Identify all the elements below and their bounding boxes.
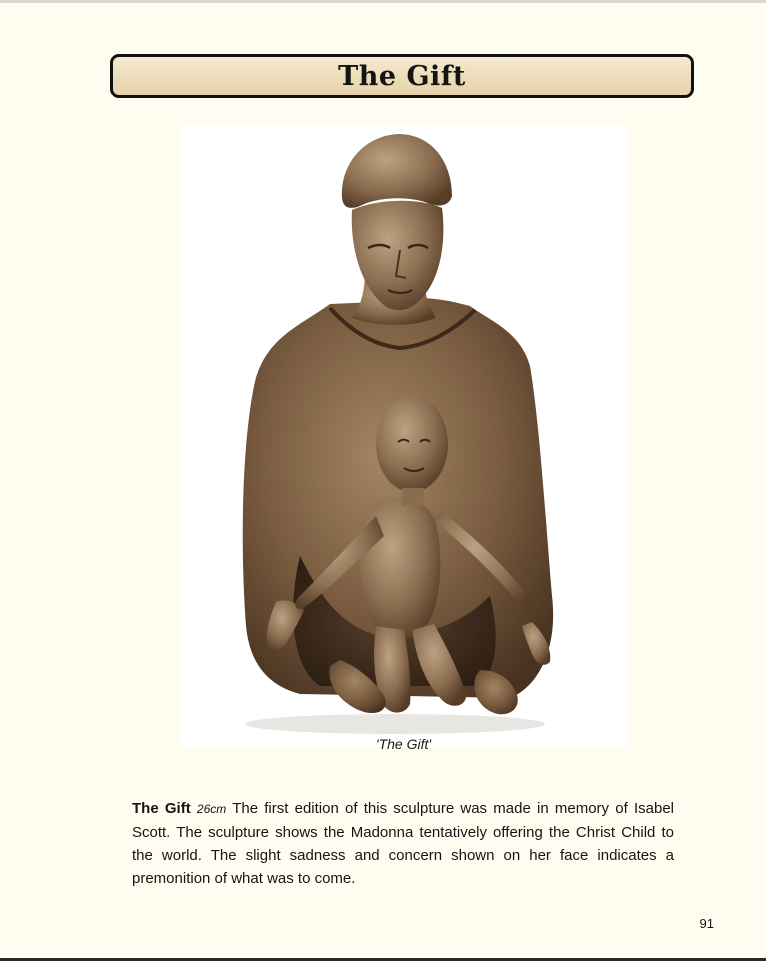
child-neck <box>402 488 424 506</box>
top-edge-shadow <box>0 0 766 3</box>
body-lead: The Gift <box>132 800 191 817</box>
page-number: 91 <box>699 916 714 931</box>
title-banner <box>110 54 694 98</box>
base-shadow <box>245 714 545 734</box>
body-paragraph <box>132 797 674 890</box>
figure-caption: 'The Gift' <box>375 736 432 752</box>
mother-headcap <box>342 134 452 208</box>
child-head <box>376 396 448 492</box>
body-text: The first edition of this sculpture was made in memory of Isabel Scott. The sculpture shows the Madonna tentatively offering the Christ Child to the world. The slight sadness and concern shown on her face indicates a premonition of what was to come. <box>132 800 674 887</box>
sculpture-illustration <box>180 126 627 748</box>
body-size: 26cm <box>196 802 227 816</box>
child-torso <box>360 498 441 639</box>
sculpture-photo <box>180 126 627 748</box>
page-title: The Gift <box>338 60 466 92</box>
